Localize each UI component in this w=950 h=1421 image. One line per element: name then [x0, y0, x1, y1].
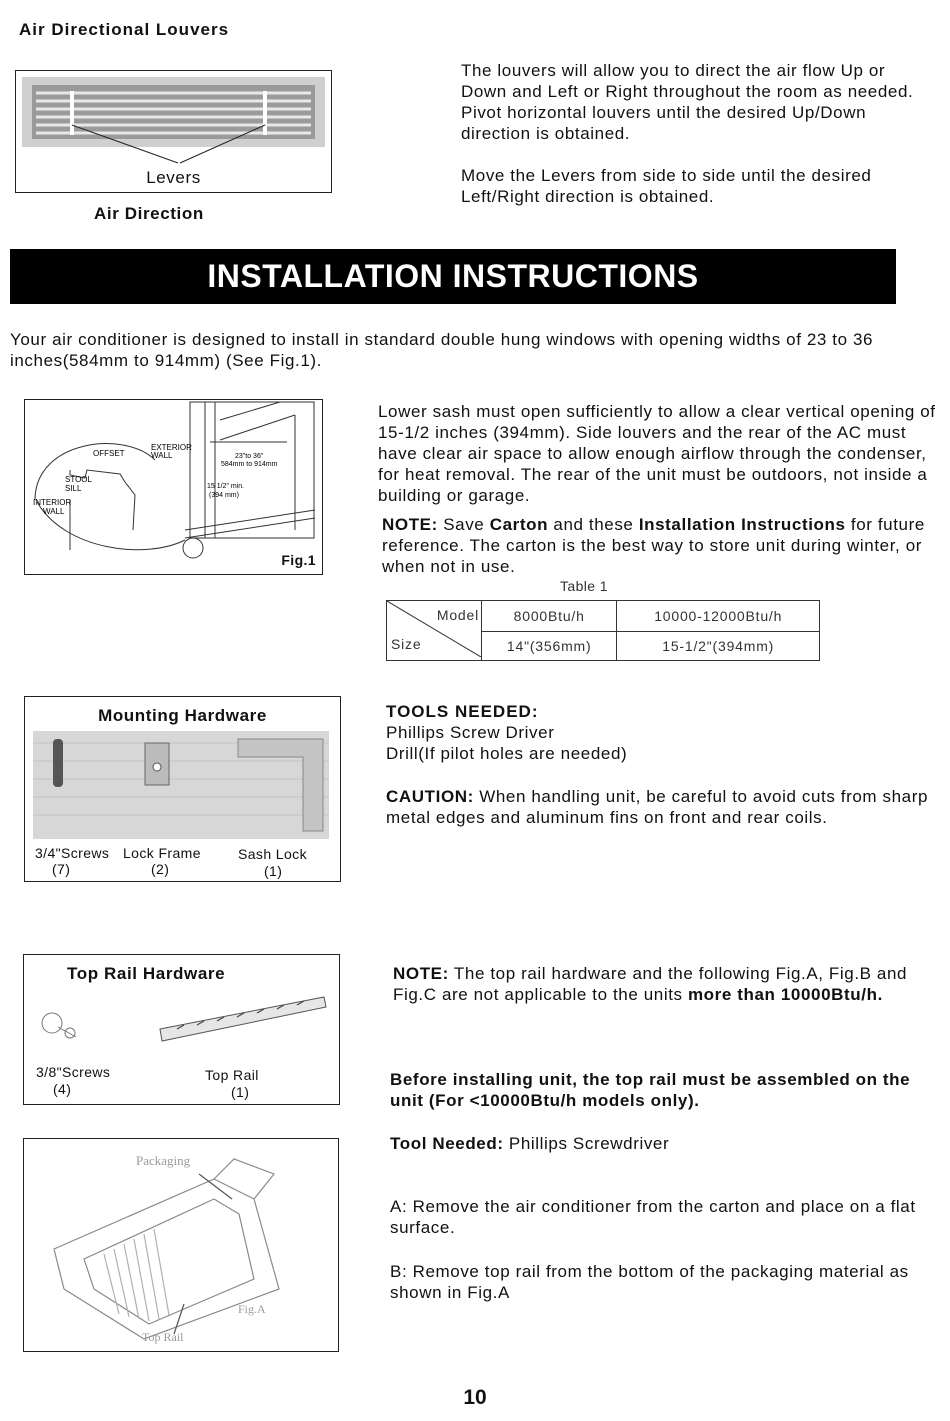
- stool-label: STOOL: [65, 475, 92, 484]
- table1-col2-val: 15-1/2"(394mm): [617, 632, 820, 661]
- toprail-qty-screws: (4): [53, 1081, 72, 1097]
- step-b-text: B: Remove top rail from the bottom of the packaging material as shown in Fig.A: [390, 1262, 909, 1302]
- before-install-text: Before installing unit, the top rail must be assembled on the unit (For <10000Btu/h models only).: [390, 1070, 911, 1110]
- lever-left-icon: [70, 91, 74, 135]
- exterior-label: EXTERIOR: [151, 443, 192, 452]
- sash-note-text1: Save: [437, 515, 490, 534]
- tools-item1: Phillips Screw Driver: [386, 723, 555, 742]
- sash-note-text3: for future reference. The carton is the best way to store unit during winter, or when not in use.: [382, 515, 925, 576]
- sash-note-carton: Carton: [489, 515, 549, 534]
- table1-col1-val: 14"(356mm): [482, 632, 617, 661]
- mount-qty-screws: (7): [52, 861, 71, 877]
- levers-label: Levers: [146, 168, 201, 187]
- fig1-figure: [24, 399, 323, 575]
- mount-item-screws: 3/4"Screws: [35, 845, 110, 861]
- louvers-para2: Move the Levers from side to side until the desired Left/Right direction is obtained.: [461, 166, 872, 206]
- height-in-label: 15 1/2" min.: [207, 483, 245, 490]
- width-mm-label: 584mm to 914mm: [221, 461, 278, 468]
- lever-right-icon: [263, 91, 267, 135]
- table1-model-label: Model: [436, 607, 479, 623]
- top-rail-icon: [160, 997, 326, 1041]
- tool-needed-body: Phillips Screwdriver: [503, 1134, 670, 1153]
- louvers-para1: The louvers will allow you to direct the air flow Up or Down and Left or Right throughout the room as needed. Pivot horizontal louvers until the desired Up/Down direction is obtained.: [461, 61, 914, 143]
- note2-bold-tail: more than 10000Btu/h.: [687, 985, 883, 1004]
- top-rail-hardware-photo: [32, 993, 332, 1053]
- mount-item-sash-lock: Sash Lock: [238, 846, 307, 862]
- page-number: 10: [463, 1386, 487, 1409]
- toprail-item-screws: 3/8"Screws: [36, 1064, 111, 1080]
- window-install-diagram: [25, 400, 322, 574]
- toprail-qty-rail: (1): [231, 1084, 250, 1100]
- exterior-wall-label: WALL: [151, 451, 173, 460]
- intro-text: Your air conditioner is designed to install in standard double hung windows with opening widths of 23 to 36 inches(584mm to 914mm) (See Fig.1).: [10, 330, 874, 370]
- caution-text: [386, 786, 942, 828]
- sash-note-text2: and these: [548, 515, 639, 534]
- figA-top-rail-label: Top Rail: [142, 1330, 184, 1344]
- mount-item-lock-frame: Lock Frame: [123, 845, 201, 861]
- installation-banner: INSTALLATION INSTRUCTIONS: [10, 249, 896, 304]
- sash-para: Lower sash must open sufficiently to allow a clear vertical opening of 15-1/2 inches (394mm). Side louvers and the rear of the AC must have clear air space to allow enough airflow through the condenser, for heat removal. The rear of the unit must be outdoors, not inside a building or garage.: [378, 402, 936, 505]
- note2-label: NOTE:: [393, 964, 449, 983]
- tool-needed-label: Tool Needed:: [390, 1134, 504, 1153]
- mounting-hardware-box: [24, 696, 341, 882]
- table1-col2-head: 10000-12000Btu/h: [617, 601, 820, 632]
- interior-wall-label: WALL: [43, 507, 65, 516]
- figA-packaging-label: Packaging: [136, 1153, 191, 1168]
- figA-figure: [23, 1138, 339, 1352]
- tools-heading: TOOLS NEEDED:: [386, 702, 539, 721]
- toprail-heading: Top Rail Hardware: [67, 964, 226, 983]
- top-rail-hardware-box: [23, 954, 340, 1105]
- caution-body: When handling unit, be careful to avoid cuts from sharp metal edges and aluminum fins on front and rear coils.: [386, 787, 929, 827]
- width-in-label: 23"to 36": [235, 453, 264, 460]
- mount-qty-sash-lock: (1): [264, 863, 283, 879]
- table1-size-label: Size: [391, 636, 422, 652]
- step-a-text: A: Remove the air conditioner from the carton and place on a flat surface.: [390, 1197, 916, 1237]
- sill-label: SILL: [65, 484, 82, 493]
- offset-label: OFFSET: [93, 449, 125, 458]
- mount-qty-lock-frame: (2): [151, 861, 170, 877]
- screw-icon: [42, 1013, 62, 1033]
- air-direction-caption: Air Direction: [94, 204, 204, 223]
- mounting-heading: Mounting Hardware: [98, 706, 267, 725]
- sash-note-instructions: Installation Instructions: [638, 515, 846, 534]
- table1-caption: Table 1: [560, 578, 608, 594]
- fig1-label: Fig.1: [281, 552, 316, 568]
- table1: [386, 600, 820, 661]
- table1-col1-head: 8000Btu/h: [482, 601, 617, 632]
- mounting-hardware-photo: [33, 731, 329, 839]
- toprail-item-rail: Top Rail: [205, 1067, 259, 1083]
- louvers-figure: [15, 70, 332, 193]
- height-mm-label: (394 mm): [209, 492, 239, 499]
- table1-corner: [387, 601, 482, 661]
- interior-label: INTERIOR: [33, 498, 72, 507]
- tools-item2: Drill(If pilot holes are needed): [386, 744, 628, 763]
- note2-text: [393, 963, 913, 1005]
- screw-icon: [53, 739, 63, 787]
- table-row: [387, 601, 820, 632]
- packaging-diagram: [24, 1139, 338, 1351]
- figA-label: Fig.A: [238, 1302, 266, 1316]
- sash-note: [382, 514, 932, 577]
- sash-note-label: NOTE:: [382, 515, 438, 534]
- note2-body: The top rail hardware and the following Fig.A, Fig.B and Fig.C are not applicable to the units: [393, 964, 908, 1004]
- tool-needed-text: [390, 1133, 669, 1154]
- caution-label: CAUTION:: [386, 787, 474, 806]
- louvers-heading: Air Directional Louvers: [19, 20, 230, 39]
